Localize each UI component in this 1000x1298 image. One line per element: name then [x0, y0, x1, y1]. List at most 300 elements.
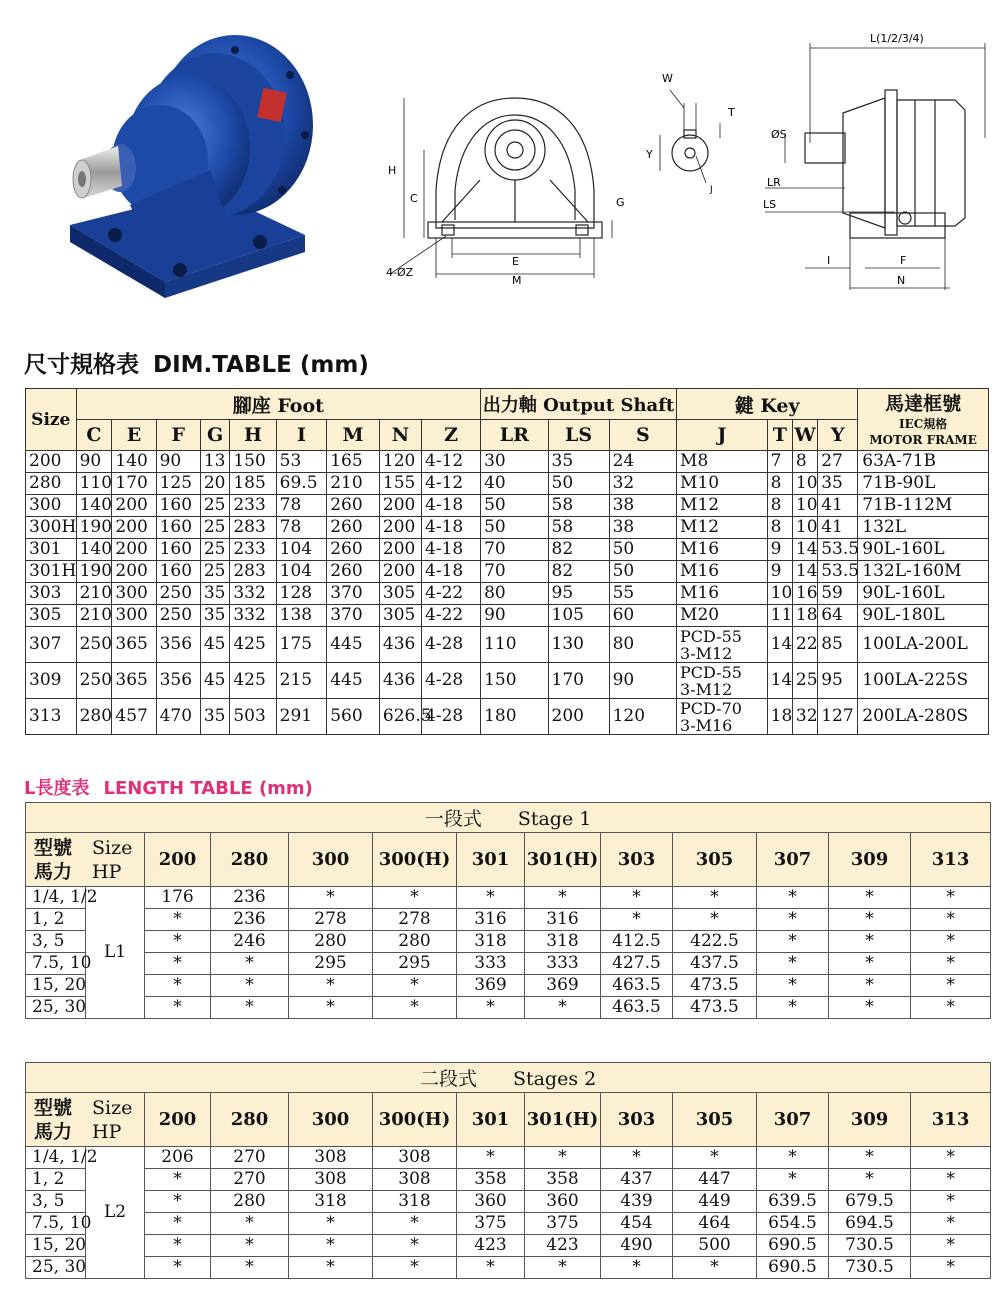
length-cell: 295: [289, 953, 373, 975]
dim-cell-s: 90: [609, 663, 676, 699]
length-cell: *: [373, 887, 457, 909]
dim-cell-lr: 80: [481, 583, 548, 605]
dim-cell-n: 305: [379, 583, 421, 605]
dim-cell-f: 160: [156, 495, 200, 517]
size-col-300h: 300(H): [373, 833, 457, 887]
length-cell: *: [457, 887, 525, 909]
dim-cell-s: 120: [609, 699, 676, 735]
length-cell: 375: [457, 1213, 525, 1235]
length-cell: *: [145, 1213, 211, 1235]
stage-en: Stage 1: [517, 808, 592, 830]
length-cell: 236: [211, 909, 289, 931]
dim-cell-i: 78: [276, 517, 327, 539]
dim-cell-h: 185: [230, 473, 276, 495]
length-cell: *: [911, 1191, 991, 1213]
length-cell: 278: [373, 909, 457, 931]
label-t: T: [728, 106, 735, 119]
length-cell: 449: [673, 1191, 757, 1213]
dim-cell-y: 127: [818, 699, 858, 735]
dim-cell-g: 25: [200, 495, 229, 517]
length-cell: *: [911, 1235, 991, 1257]
label-n: N: [897, 274, 906, 287]
dim-size: 200: [26, 451, 77, 473]
dim-cell-f: 356: [156, 627, 200, 663]
length-cell: *: [525, 1257, 601, 1279]
length-cell: *: [911, 1169, 991, 1191]
dim-cell-z: 4-28: [422, 663, 481, 699]
dim-cell-y: 59: [818, 583, 858, 605]
length-cell: 454: [601, 1213, 673, 1235]
length-cell: *: [829, 1147, 911, 1169]
dim-cell-c: 190: [76, 561, 112, 583]
dim-cell-h: 283: [230, 561, 276, 583]
length-cell: *: [757, 1169, 829, 1191]
length-cell: *: [911, 975, 991, 997]
dim-cell-j: PCD-55 3-M12: [677, 663, 768, 699]
corner-model: 型號: [34, 836, 73, 859]
label-y: Y: [646, 148, 653, 161]
length-row: [26, 1257, 991, 1279]
dim-cell-f: 160: [156, 539, 200, 561]
length-cell: *: [911, 1257, 991, 1279]
dim-cell-z: 4-18: [422, 495, 481, 517]
label-c: C: [410, 192, 418, 205]
dim-cell-c: 110: [76, 473, 112, 495]
length-cell: *: [289, 1257, 373, 1279]
length-label: L2: [86, 1147, 145, 1279]
dim-cell-h: 425: [230, 627, 276, 663]
dim-cell-y: 53.5: [818, 561, 858, 583]
dim-cell-e: 200: [112, 517, 156, 539]
dim-cell-h: 332: [230, 605, 276, 627]
length-cell: *: [829, 887, 911, 909]
size-col-301h: 301(H): [525, 1093, 601, 1147]
dim-cell-g: 20: [200, 473, 229, 495]
dim-cell-f: 250: [156, 605, 200, 627]
length-cell: *: [289, 997, 373, 1019]
dim-cell-i: 104: [276, 561, 327, 583]
dim-title-cn: 尺寸規格表: [24, 352, 139, 378]
dim-cell-j: M10: [677, 473, 768, 495]
length-cell: *: [911, 1147, 991, 1169]
col-e: E: [112, 420, 156, 451]
dim-cell-c: 140: [76, 495, 112, 517]
label-os: ØS: [771, 128, 787, 141]
dim-motor-frame: 132L-160M: [858, 561, 989, 583]
length-cell: *: [211, 1235, 289, 1257]
length-row: [26, 1191, 991, 1213]
dim-size: 301H: [26, 561, 77, 583]
dim-cell-j: M20: [677, 605, 768, 627]
length-cell: 500: [673, 1235, 757, 1257]
dim-cell-m: 445: [327, 627, 380, 663]
length-cell: *: [911, 953, 991, 975]
length-cell: *: [525, 1147, 601, 1169]
model-hp-corner: [26, 833, 145, 887]
length-cell: *: [145, 997, 211, 1019]
dim-cell-s: 38: [609, 495, 676, 517]
stage-en: Stages 2: [512, 1068, 597, 1090]
dim-cell-n: 155: [379, 473, 421, 495]
length-row: [26, 1213, 991, 1235]
length-cell: *: [757, 953, 829, 975]
label-4z: 4-ØZ: [386, 266, 414, 279]
dim-cell-j: PCD-70 3-M16: [677, 699, 768, 735]
size-col-280: 280: [211, 1093, 289, 1147]
dim-cell-j: M12: [677, 495, 768, 517]
size-col-301: 301: [457, 833, 525, 887]
length-cell: 308: [373, 1147, 457, 1169]
dim-cell-m: 260: [327, 561, 380, 583]
dim-cell-i: 69.5: [276, 473, 327, 495]
dim-size: 280: [26, 473, 77, 495]
size-col-303: 303: [601, 1093, 673, 1147]
label-l: L(1/2/3/4): [870, 32, 924, 45]
size-col-200: 200: [145, 1093, 211, 1147]
dim-cell-ls: 200: [548, 699, 609, 735]
dim-cell-e: 170: [112, 473, 156, 495]
dim-cell-w: 25: [792, 663, 817, 699]
dim-cell-y: 95: [818, 663, 858, 699]
length-cell: 375: [525, 1213, 601, 1235]
length-cell: 308: [289, 1169, 373, 1191]
dim-cell-h: 150: [230, 451, 276, 473]
group-output-shaft: 出力軸 Output Shaft: [481, 389, 677, 420]
dim-cell-n: 626.5: [379, 699, 421, 735]
dim-cell-n: 120: [379, 451, 421, 473]
dim-cell-g: 45: [200, 627, 229, 663]
dim-cell-z: 4-18: [422, 517, 481, 539]
dim-cell-n: 200: [379, 561, 421, 583]
dim-cell-lr: 180: [481, 699, 548, 735]
length-cell: *: [211, 975, 289, 997]
dim-cell-c: 280: [76, 699, 112, 735]
dim-row: [26, 605, 989, 627]
label-j: J: [710, 185, 713, 195]
dim-cell-c: 90: [76, 451, 112, 473]
dim-cell-ls: 50: [548, 473, 609, 495]
length-cell: 246: [211, 931, 289, 953]
hp-value: 7.5, 10: [26, 1213, 86, 1235]
dim-cell-f: 160: [156, 517, 200, 539]
dim-cell-t: 14: [767, 627, 792, 663]
dim-cell-n: 436: [379, 663, 421, 699]
length-cell: 308: [289, 1147, 373, 1169]
size-col-280: 280: [211, 833, 289, 887]
dim-cell-ls: 82: [548, 539, 609, 561]
length-cell: 412.5: [601, 931, 673, 953]
length-cell: *: [757, 887, 829, 909]
dim-cell-s: 24: [609, 451, 676, 473]
length-cell: *: [145, 1257, 211, 1279]
dim-cell-m: 260: [327, 539, 380, 561]
dim-cell-i: 175: [276, 627, 327, 663]
dim-cell-n: 200: [379, 517, 421, 539]
length-cell: 369: [457, 975, 525, 997]
length-cell: *: [829, 1169, 911, 1191]
length-cell: *: [145, 931, 211, 953]
dim-cell-m: 445: [327, 663, 380, 699]
label-m: M: [512, 274, 522, 287]
length-cell: *: [757, 975, 829, 997]
dim-cell-c: 210: [76, 583, 112, 605]
length-cell: *: [757, 997, 829, 1019]
length-cell: *: [457, 997, 525, 1019]
length-cell: 358: [525, 1169, 601, 1191]
dim-cell-w: 10: [792, 517, 817, 539]
dim-cell-ls: 35: [548, 451, 609, 473]
dim-cell-y: 41: [818, 495, 858, 517]
dim-cell-y: 35: [818, 473, 858, 495]
dim-cell-i: 291: [276, 699, 327, 735]
corner-hp: HP: [92, 860, 122, 883]
col-s: S: [609, 420, 676, 451]
dim-size: 303: [26, 583, 77, 605]
length-cell: 679.5: [829, 1191, 911, 1213]
length-cell: *: [457, 1257, 525, 1279]
length-cell: 730.5: [829, 1257, 911, 1279]
hp-value: 1, 2: [26, 909, 86, 931]
length-cell: 280: [289, 931, 373, 953]
dim-size: 300H: [26, 517, 77, 539]
length-cell: 270: [211, 1147, 289, 1169]
dim-cell-ls: 95: [548, 583, 609, 605]
length-cell: *: [145, 1191, 211, 1213]
dim-cell-y: 41: [818, 517, 858, 539]
length-cell: 360: [457, 1191, 525, 1213]
hp-value: 1/4, 1/2: [26, 1147, 86, 1169]
dim-cell-e: 365: [112, 663, 156, 699]
hp-value: 25, 30: [26, 1257, 86, 1279]
dim-cell-f: 160: [156, 561, 200, 583]
length-cell: 463.5: [601, 975, 673, 997]
col-y: Y: [818, 420, 858, 451]
dim-cell-m: 370: [327, 605, 380, 627]
col-h: H: [230, 420, 276, 451]
col-ls: LS: [548, 420, 609, 451]
size-col-309: 309: [829, 1093, 911, 1147]
length-row: [26, 909, 991, 931]
group-key: 鍵 Key: [677, 389, 858, 420]
length-cell: 280: [211, 1191, 289, 1213]
stage-header: [26, 803, 991, 833]
dim-cell-j: M8: [677, 451, 768, 473]
dim-cell-s: 60: [609, 605, 676, 627]
length-label: L1: [86, 887, 145, 1019]
motor-en: MOTOR FRAME: [869, 432, 977, 447]
length-cell: 295: [373, 953, 457, 975]
length-cell: *: [601, 909, 673, 931]
dim-cell-z: 4-22: [422, 605, 481, 627]
col-f: F: [156, 420, 200, 451]
col-n: N: [379, 420, 421, 451]
length-cell: *: [289, 1213, 373, 1235]
length-cell: 447: [673, 1169, 757, 1191]
dim-row: [26, 583, 989, 605]
dim-cell-c: 190: [76, 517, 112, 539]
motor-iec: IEC規格: [898, 416, 948, 431]
corner-power: 馬力: [34, 860, 73, 883]
dim-cell-i: 128: [276, 583, 327, 605]
dim-cell-w: 8: [792, 451, 817, 473]
dim-cell-m: 260: [327, 517, 380, 539]
col-t: T: [767, 420, 792, 451]
length-cell: *: [911, 1213, 991, 1235]
dim-cell-n: 200: [379, 495, 421, 517]
dim-cell-y: 64: [818, 605, 858, 627]
dim-cell-s: 55: [609, 583, 676, 605]
dim-cell-w: 10: [792, 473, 817, 495]
dim-cell-e: 200: [112, 495, 156, 517]
length-cell: *: [829, 975, 911, 997]
length-table-title: [24, 774, 313, 800]
length-cell: 308: [373, 1169, 457, 1191]
dim-cell-lr: 40: [481, 473, 548, 495]
length-cell: *: [673, 887, 757, 909]
col-lr: LR: [481, 420, 548, 451]
length-cell: 423: [457, 1235, 525, 1257]
dim-row: [26, 495, 989, 517]
dim-cell-g: 13: [200, 451, 229, 473]
dim-row: [26, 699, 989, 735]
dim-cell-h: 503: [230, 699, 276, 735]
size-col-303: 303: [601, 833, 673, 887]
gear-reducer-photo: [60, 20, 330, 310]
length-cell: 639.5: [757, 1191, 829, 1213]
corner-size: Size: [92, 836, 133, 859]
dim-cell-n: 200: [379, 539, 421, 561]
dim-table-title: [24, 346, 369, 379]
dim-cell-z: 4-18: [422, 561, 481, 583]
corner-size: Size: [92, 1096, 133, 1119]
length-table-stage-1: [25, 802, 991, 1019]
dim-cell-e: 365: [112, 627, 156, 663]
dim-cell-z: 4-12: [422, 451, 481, 473]
dim-cell-i: 53: [276, 451, 327, 473]
dim-cell-w: 14: [792, 561, 817, 583]
dim-title-en: DIM.TABLE (mm): [153, 352, 369, 378]
dim-cell-e: 200: [112, 539, 156, 561]
dim-cell-s: 38: [609, 517, 676, 539]
dim-row: [26, 539, 989, 561]
group-foot: 腳座 Foot: [76, 389, 481, 420]
length-row: [26, 887, 991, 909]
dim-cell-g: 35: [200, 605, 229, 627]
dim-size: 300: [26, 495, 77, 517]
dim-cell-g: 45: [200, 663, 229, 699]
dim-cell-lr: 90: [481, 605, 548, 627]
dim-cell-lr: 150: [481, 663, 548, 699]
dim-cell-m: 370: [327, 583, 380, 605]
length-cell: 318: [373, 1191, 457, 1213]
dim-cell-h: 332: [230, 583, 276, 605]
corner-hp: HP: [92, 1120, 122, 1143]
dim-size: 301: [26, 539, 77, 561]
model-hp-corner: [26, 1093, 145, 1147]
length-cell: 316: [457, 909, 525, 931]
dim-cell-n: 305: [379, 605, 421, 627]
size-col-309: 309: [829, 833, 911, 887]
length-cell: *: [757, 931, 829, 953]
length-cell: *: [373, 1235, 457, 1257]
length-cell: 280: [373, 931, 457, 953]
dim-cell-t: 8: [767, 473, 792, 495]
length-cell: *: [145, 1169, 211, 1191]
col-size: Size: [26, 389, 77, 451]
length-cell: *: [145, 1235, 211, 1257]
length-cell: 206: [145, 1147, 211, 1169]
length-cell: 427.5: [601, 953, 673, 975]
dim-cell-w: 22: [792, 627, 817, 663]
dim-cell-z: 4-28: [422, 699, 481, 735]
dim-cell-h: 233: [230, 495, 276, 517]
length-cell: 316: [525, 909, 601, 931]
length-cell: 694.5: [829, 1213, 911, 1235]
dim-row: [26, 517, 989, 539]
length-cell: *: [145, 975, 211, 997]
length-cell: 236: [211, 887, 289, 909]
label-lr: LR: [767, 176, 781, 189]
length-cell: *: [673, 909, 757, 931]
length-cell: *: [145, 953, 211, 975]
dim-cell-s: 50: [609, 539, 676, 561]
dim-motor-frame: 100LA-200L: [858, 627, 989, 663]
dim-motor-frame: 90L-160L: [858, 539, 989, 561]
dim-row: [26, 627, 989, 663]
length-cell: 473.5: [673, 997, 757, 1019]
size-col-300h: 300(H): [373, 1093, 457, 1147]
dim-cell-m: 560: [327, 699, 380, 735]
length-cell: *: [601, 887, 673, 909]
length-cell: 463.5: [601, 997, 673, 1019]
length-cell: *: [829, 997, 911, 1019]
length-cell: 318: [457, 931, 525, 953]
dim-cell-w: 10: [792, 495, 817, 517]
size-col-307: 307: [757, 833, 829, 887]
hp-value: 25, 30: [26, 997, 86, 1019]
col-m: M: [327, 420, 380, 451]
dim-cell-i: 138: [276, 605, 327, 627]
dim-cell-j: M16: [677, 583, 768, 605]
dim-cell-i: 215: [276, 663, 327, 699]
length-row: [26, 1235, 991, 1257]
dim-cell-lr: 50: [481, 517, 548, 539]
dim-cell-t: 18: [767, 699, 792, 735]
length-cell: *: [673, 1257, 757, 1279]
length-cell: 690.5: [757, 1257, 829, 1279]
size-col-301h: 301(H): [525, 833, 601, 887]
dim-cell-e: 300: [112, 605, 156, 627]
length-cell: *: [911, 931, 991, 953]
group-motor-frame: [858, 389, 989, 451]
dim-cell-f: 356: [156, 663, 200, 699]
dim-motor-frame: 71B-112M: [858, 495, 989, 517]
dim-cell-g: 25: [200, 517, 229, 539]
dim-cell-j: M12: [677, 517, 768, 539]
length-cell: *: [911, 997, 991, 1019]
dim-cell-w: 14: [792, 539, 817, 561]
dim-cell-y: 53.5: [818, 539, 858, 561]
dim-cell-h: 425: [230, 663, 276, 699]
dim-cell-s: 80: [609, 627, 676, 663]
length-cell: *: [373, 1213, 457, 1235]
length-cell: *: [829, 931, 911, 953]
dim-cell-h: 283: [230, 517, 276, 539]
dim-cell-z: 4-12: [422, 473, 481, 495]
label-h: H: [388, 164, 397, 177]
stage-header: [26, 1063, 991, 1093]
size-col-300: 300: [289, 1093, 373, 1147]
